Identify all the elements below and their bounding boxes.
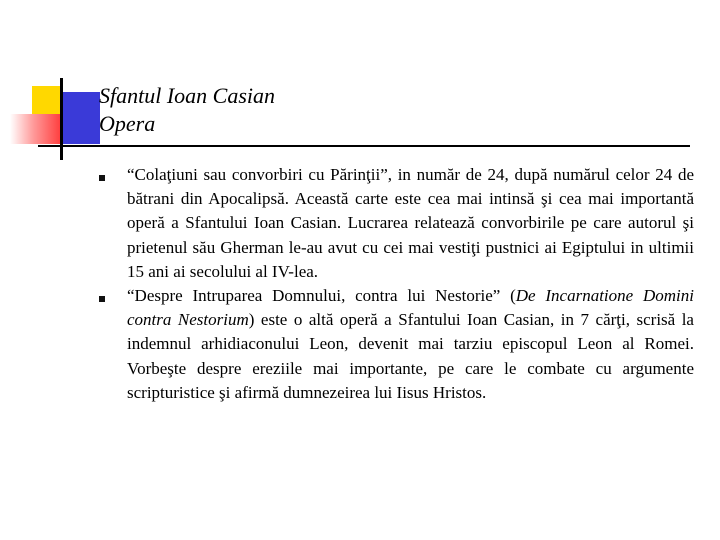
decor-blue-square <box>62 92 100 144</box>
slide-title-line-1: Sfantul Ioan Casian <box>99 83 276 108</box>
slide-title <box>99 82 275 138</box>
square-bullet-icon <box>99 175 105 181</box>
decor-red-square <box>10 114 62 144</box>
title-divider-line <box>38 145 690 147</box>
slide-title-line-2: Opera <box>99 111 156 136</box>
bullet-list <box>99 163 694 405</box>
bullet-text-intruparea <box>127 284 694 405</box>
square-bullet-icon <box>99 296 105 302</box>
bullet-text-colatiuni: “Colaţiuni sau convorbiri cu Părinţii”, in număr de 24, după numărul celor 24 de bătrani din Apocalipsă. Această carte este cea mai intinsă şi cea mai importantă operă a Sfantului Ioan Casian. Lucrarea relatează convorbirile pe care autorul şi prietenul său Gherman le-au avut cu cei mai vestiţi pustnici ai Egiptului in ultimii 15 ani ai secolului al IV-lea. <box>127 165 694 281</box>
bullet-item-intruparea <box>99 284 694 405</box>
bullet-item-colatiuni <box>99 163 694 284</box>
bullet-text-intruparea-latin-title: De Incarnatione Domini contra Nestorium <box>127 286 695 330</box>
bullet-text-intruparea-post: ) este o altă operă a Sfantului Ioan Casian, in 7 cărţi, scrisă la indemnul arhidiaconului Leon, devenit mai tarziu episcopul Leon al Romei. Vorbeşte despre ereziile mai importante, pe care le combate cu argumente scripturistice şi afirmă dumnezeirea lui Iisus Hristos. <box>127 310 694 402</box>
bullet-text-intruparea-pre: “Despre Intruparea Domnului, contra lui Nestorie” ( <box>127 286 516 306</box>
decor-vertical-line <box>60 78 63 160</box>
